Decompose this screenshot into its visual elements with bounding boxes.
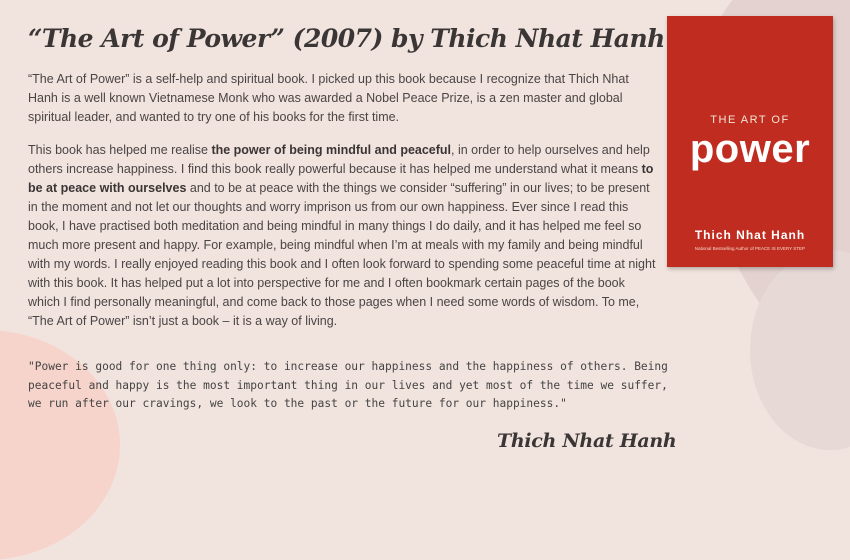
review-text-2: , in order to help ourselves and help others increase happiness. I find this book really powerful because it has helped me understand what it means (28, 143, 650, 176)
cover-author: Thich Nhat Hanh (694, 228, 806, 242)
review-paragraph (28, 141, 658, 331)
review-bold-2: to be at peace with ourselves (28, 162, 654, 195)
quote-signature: Thich Nhat Hanh (497, 430, 677, 452)
review-text-1: This book has helped me realise (28, 143, 212, 157)
book-quote: "Power is good for one thing only: to increase our happiness and the happiness of others. Being peaceful and happy is the most important thing in our lives and yet most of the time we suffer, we run after our cravings, we look to the past or the future for our happiness." (28, 360, 668, 410)
page-title: “The Art of Power” (2007) by Thich Nhat Hanh (28, 24, 665, 53)
intro-paragraph: “The Art of Power” is a self-help and spiritual book. I picked up this book because I recognize that Thich Nhat Hanh is a well known Vietnamese Monk who was awarded a Nobel Peace Prize, is a zen master and global spiritual leader, and wanted to try one of his books for the first time. (28, 72, 629, 124)
cover-small-title: THE ART OF (710, 114, 790, 126)
book-cover-image (667, 16, 833, 267)
review-bold-1: the power of being mindful and peaceful (211, 143, 452, 157)
review-text-3: and to be at peace with the things we consider “suffering” in our lives; to be present in the moment and not let our thoughts and worry imprison us from our own happiness. Ever since I read this book, I have practised both meditation and being mindful in many things I do daily, and it has helped me feel so much more present and happy. For example, being mindful when I’m at meals with my family and being mindful with my words. I really enjoyed reading this book and I often look forward to spending some peaceful time at night with this book. It has helped put a lot into perspective for me and I often bookmark certain pages of the book which I find personally meaningful, and come back to those pages when I need some words of wisdom. To me, “The Art of Power” isn’t just a book – it is a way of living. (28, 181, 656, 328)
cover-big-title: power (689, 127, 811, 171)
cover-tagline: National Bestselling Author of PEACE IS EVERY STEP (694, 246, 806, 251)
